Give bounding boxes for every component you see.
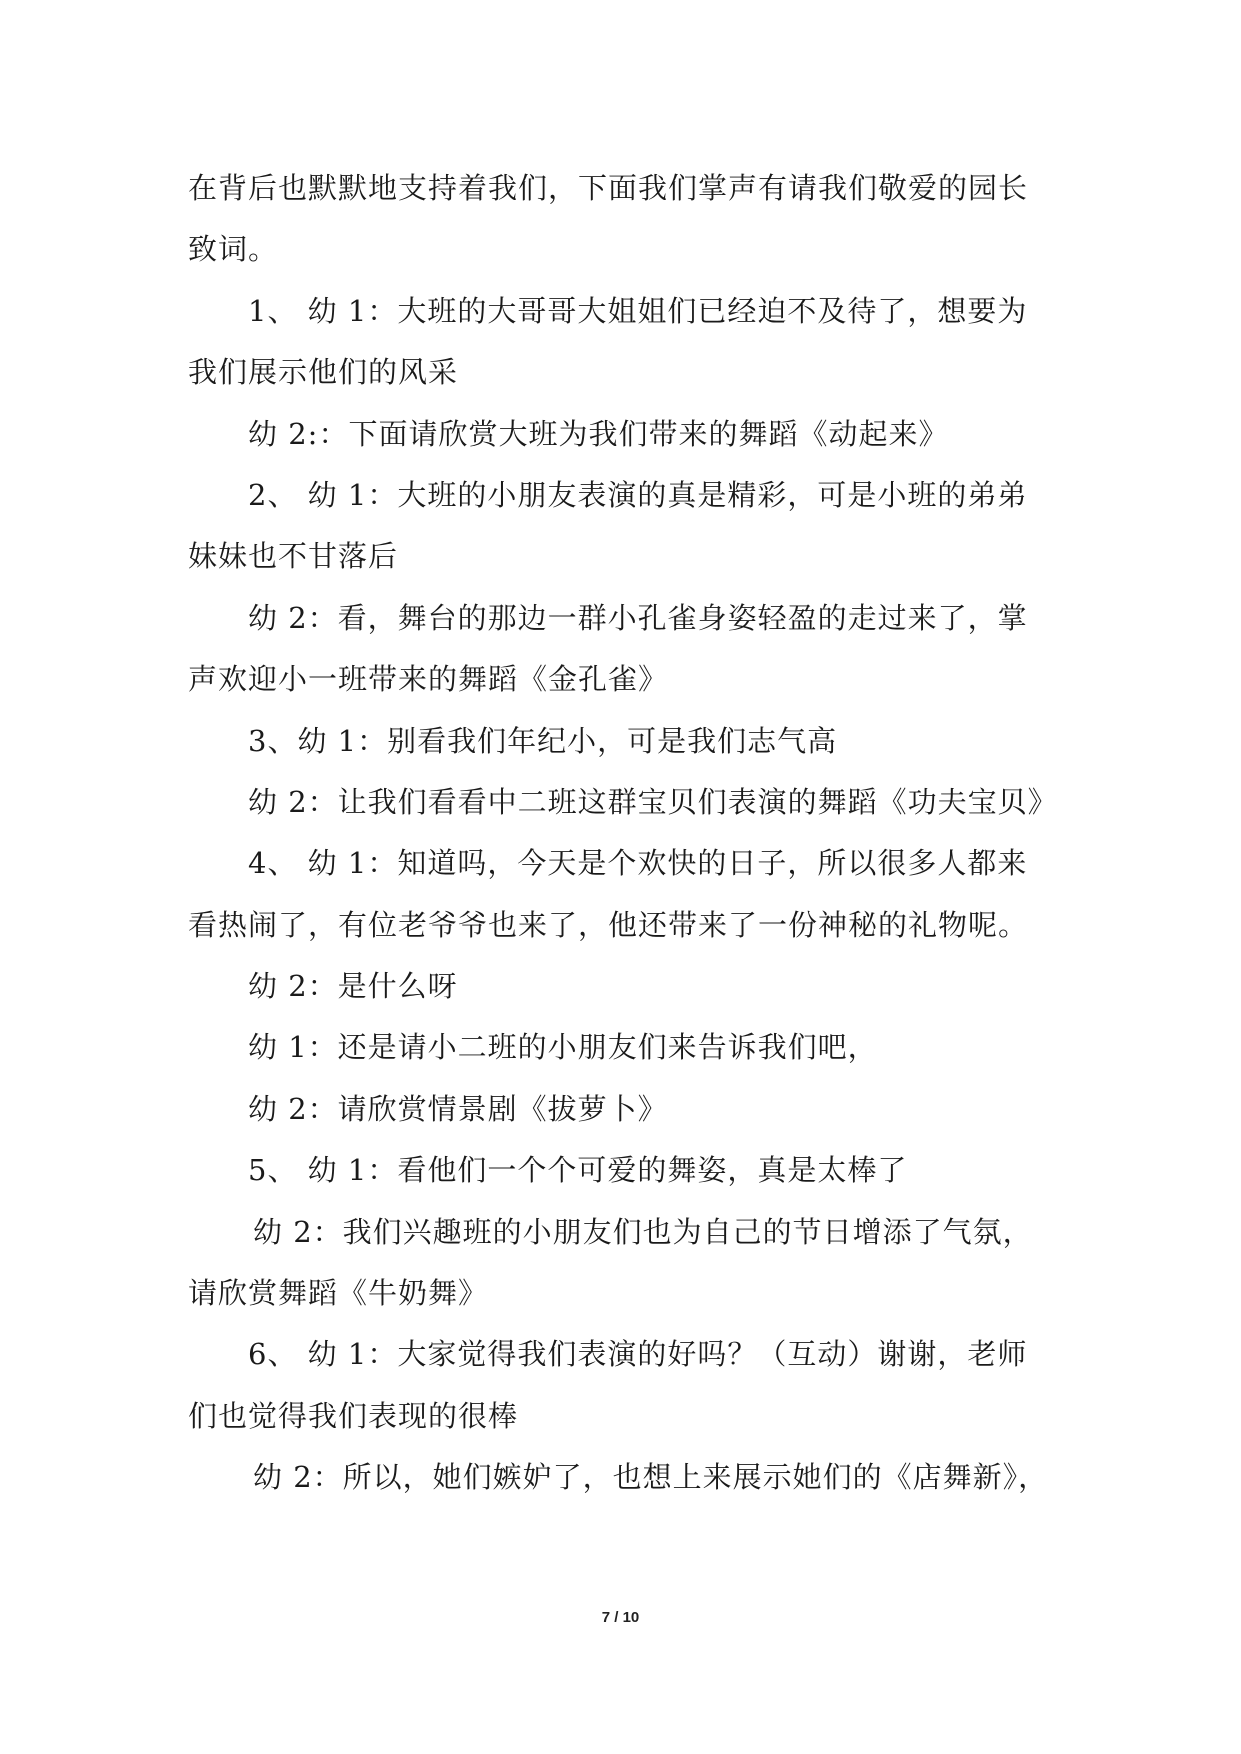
text-line: 1、 幼 1：大班的大哥哥大姐姐们已经迫不及待了，想要为 (248, 293, 1028, 328)
text-line: 看热闹了，有位老爷爷也来了，他还带来了一份神秘的礼物呢。 (188, 907, 1029, 942)
text-line: 请欣赏舞蹈《牛奶舞》 (188, 1276, 489, 1311)
text-line: 5、 幼 1：看他们一个个可爱的舞姿，真是太棒了 (248, 1153, 908, 1188)
text-line: 幼 2：是什么呀 (248, 969, 458, 1004)
body-text (188, 158, 1068, 1509)
page-number: 7 / 10 (601, 1609, 640, 1626)
text-line: 们也觉得我们表现的很棒 (188, 1398, 519, 1433)
text-line: 3、幼 1：别看我们年纪小，可是我们志气高 (248, 723, 838, 758)
text-line: 幼 2：请欣赏情景剧《拔萝卜》 (248, 1091, 668, 1126)
text-line: 幼 2：所以，她们嫉妒了，也想上来展示她们的《店舞新》， (253, 1460, 1049, 1495)
text-line: 幼 1：还是请小二班的小朋友们来告诉我们吧， (248, 1030, 878, 1065)
text-line: 4、 幼 1：知道吗，今天是个欢快的日子，所以很多人都来 (248, 846, 1028, 881)
text-line: 声欢迎小一班带来的舞蹈《金孔雀》 (188, 662, 669, 697)
text-line: 幼 2：我们兴趣班的小朋友们也为自己的节日增添了气氛， (253, 1214, 1033, 1249)
text-line: 妹妹也不甘落后 (188, 539, 399, 574)
text-line: 幼 2:：下面请欣赏大班为我们带来的舞蹈《动起来》 (248, 416, 949, 451)
text-line: 在背后也默默地支持着我们，下面我们掌声有请我们敬爱的园长 (188, 171, 1029, 205)
text-line: 2、 幼 1：大班的小朋友表演的真是精彩，可是小班的弟弟 (248, 477, 1028, 512)
text-line: 我们展示他们的风采 (188, 355, 459, 390)
text-line: 幼 2：让我们看看中二班这群宝贝们表演的舞蹈《功夫宝贝》 (248, 784, 1058, 819)
text-line: 幼 2：看，舞台的那边一群小孔雀身姿轻盈的走过来了，掌 (248, 600, 1028, 635)
text-line: 6、 幼 1：大家觉得我们表演的好吗？（互动）谢谢，老师 (248, 1337, 1028, 1372)
text-line: 致词。 (188, 232, 279, 267)
